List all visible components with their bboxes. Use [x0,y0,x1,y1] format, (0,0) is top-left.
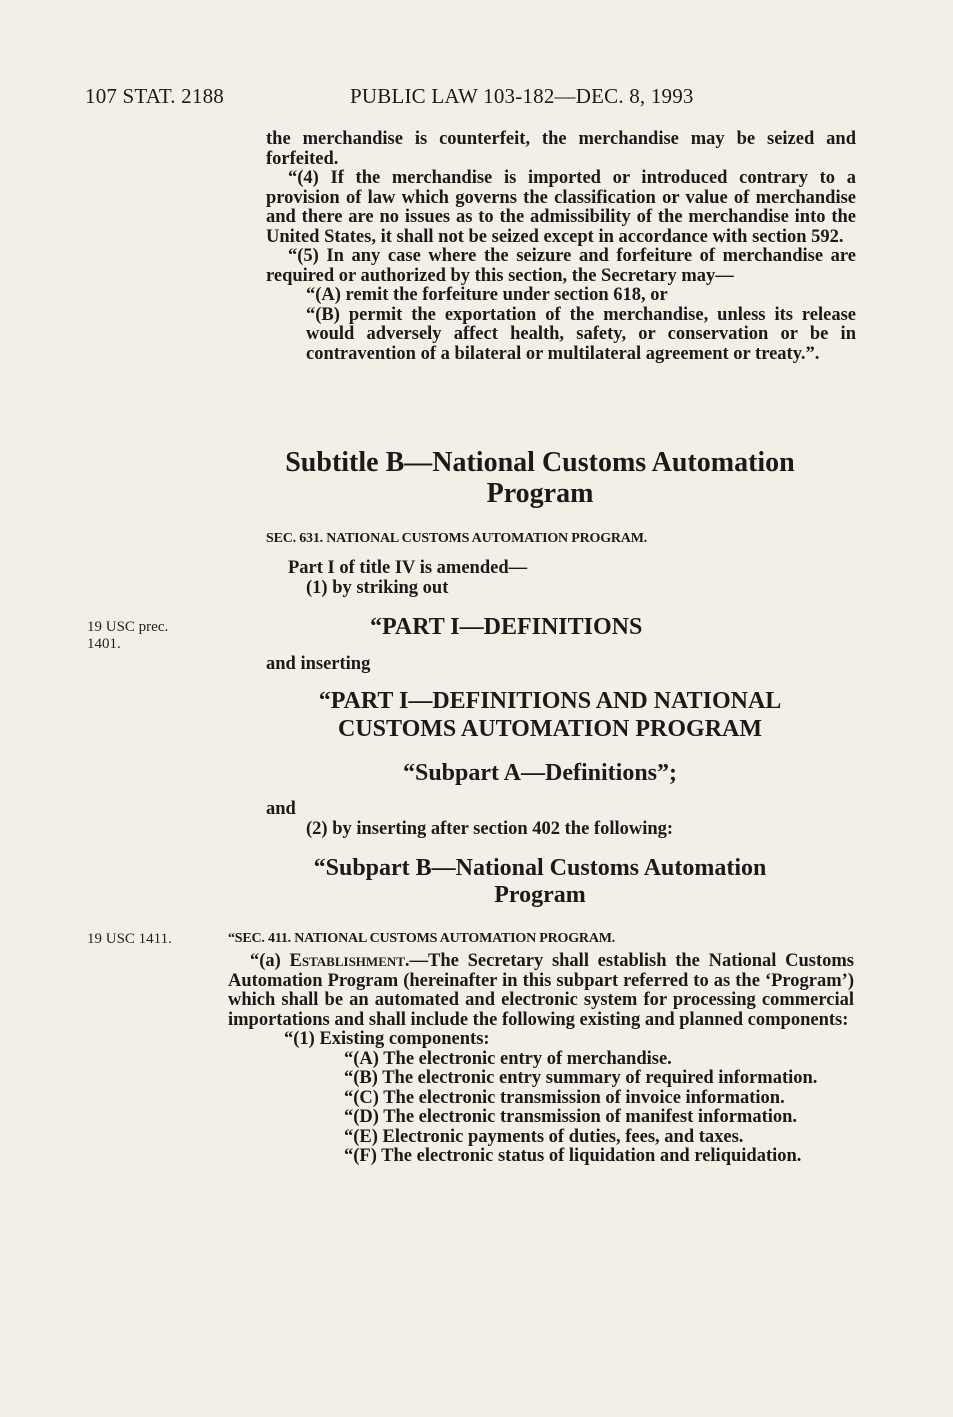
margin-note-1411: 19 USC 1411. [87,931,172,947]
item-e: “(E) Electronic payments of duties, fees, and taxes. [344,1126,744,1147]
subtitle-line2: Program [486,478,594,509]
paragraph-4: “(4) If the merchandise is imported or introduced contrary to a provision of law which governs the classification or value of merchandise and there are no issues as to the admissibility of the merchandise into the United States, it shall not be seized except in accordance with section 592. [266,168,856,247]
section-631-heading: SEC. 631. NATIONAL CUSTOMS AUTOMATION PROGRAM. [266,531,648,546]
subsection-a-text: .—The Secretary shall establish the National Customs Automation Program (hereinafter in this subpart referred to as the ‘Program’) which shall be an automated and electronic system for processing commercial importations and shall include the following existing and planned components: [228,951,854,1030]
subtitle-heading [220,447,860,509]
paragraph-5a: “(A) remit the forfeiture under section 618, or [306,285,668,305]
amended-line: Part I of title IV is amended— [288,558,528,578]
part-i-new-line1: “PART I—DEFINITIONS AND NATIONAL [318,688,782,714]
item-b: “(B) The electronic entry summary of required information. [344,1068,818,1088]
part-i-old-heading: “PART I—DEFINITIONS [370,614,643,640]
margin-note-prec-line1: 19 USC prec. [87,619,169,635]
subsection-a [228,952,854,1030]
section-411-heading: “SEC. 411. NATIONAL CUSTOMS AUTOMATION PROGRAM. [228,931,616,946]
subtitle-line1: Subtitle B—National Customs Automation [285,447,795,478]
paragraph-counterfeit: the merchandise is counterfeit, the merchandise may be seized and forfeited. [266,129,856,169]
and-inserting-line: and inserting [266,654,371,674]
inserting-after-line: (2) by inserting after section 402 the following: [306,819,674,839]
item-d: “(D) The electronic transmission of manifest information. [344,1107,798,1127]
item-c: “(C) The electronic transmission of invoice information. [344,1087,785,1108]
margin-note-prec-line2: 1401. [87,636,121,652]
subpart-b-line2: Program [494,882,586,908]
running-title: PUBLIC LAW 103-182—DEC. 8, 1993 [350,84,694,108]
striking-line: (1) by striking out [306,578,449,598]
existing-components: “(1) Existing components: [284,1029,490,1049]
paragraph-5b: “(B) permit the exportation of the merchandise, unless its release would adversely affect health, safety, or conservation or be in contravention of a bilateral or multilateral agreement or treaty.”. [306,304,856,364]
margin-note-prec [87,619,168,653]
item-a: “(A) The electronic entry of merchandise. [344,1048,672,1069]
continuation-block [266,130,856,364]
subpart-a-heading: “Subpart A—Definitions”; [402,760,678,786]
subsection-a-label: “(a) [250,951,290,971]
subsection-a-caption: Establishment [289,951,405,971]
subpart-b-line1: “Subpart B—National Customs Automation [313,855,767,881]
part-i-new-line2: CUSTOMS AUTOMATION PROGRAM [337,716,763,742]
paragraph-5: “(5) In any case where the seizure and forfeiture of merchandise are required or authorized by this section, the Secretary may— [266,246,856,286]
part-i-new-heading [230,687,870,743]
and-line: and [266,799,296,819]
subpart-b-heading [220,855,860,909]
item-f: “(F) The electronic status of liquidation and reliquidation. [344,1146,802,1166]
section-411-body [228,952,854,1167]
page-number: 107 STAT. 2188 [85,84,224,108]
